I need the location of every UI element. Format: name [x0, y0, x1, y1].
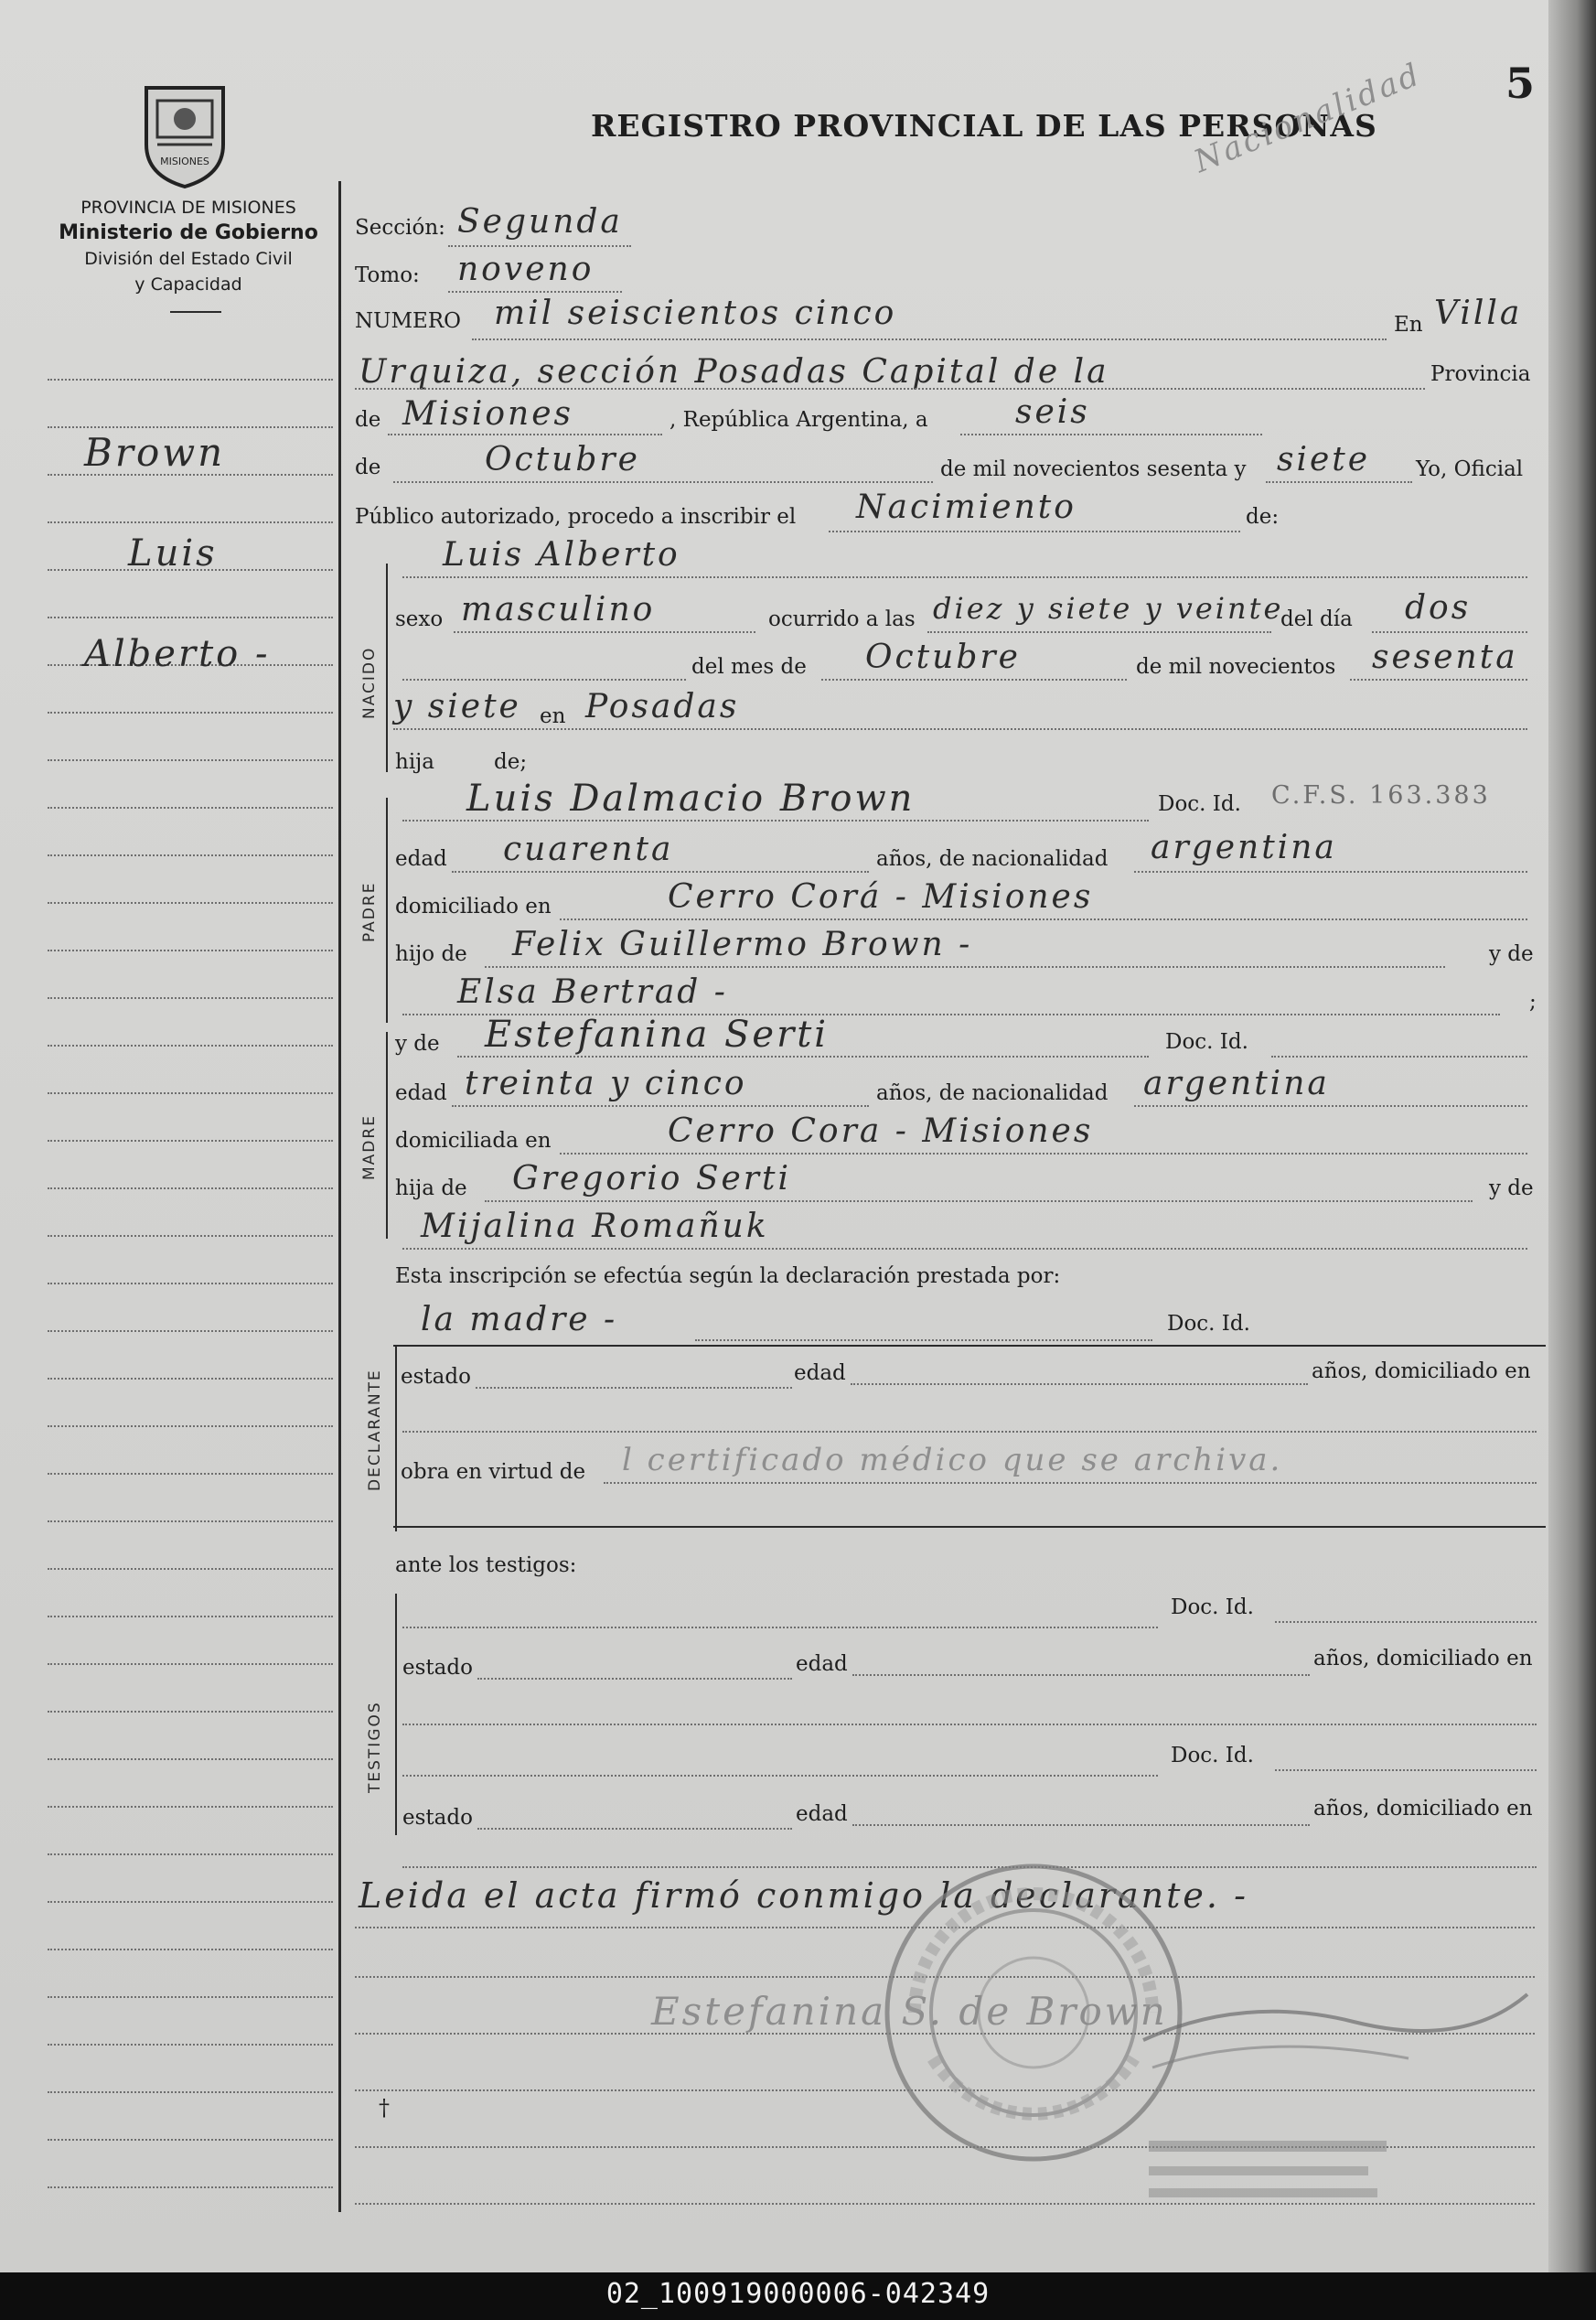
padre-nombre: Luis Dalmacio Brown [466, 778, 916, 820]
testigo2-edad-line [852, 1824, 1310, 1826]
tomo-label: Tomo: [355, 263, 420, 287]
page-title: REGISTRO PROVINCIAL DE LAS PERSONAS [591, 108, 1377, 144]
declarante-anos-label: años, domiciliado en [1312, 1359, 1531, 1383]
testigos-bracket [395, 1594, 397, 1835]
testigo2-doc-label: Doc. Id. [1171, 1744, 1254, 1767]
testigo2-nombre-line [402, 1775, 1158, 1777]
padre-nacionalidad-value: argentina [1151, 829, 1337, 866]
margin-given-name-2: Alberto - [84, 633, 271, 675]
padre-de-madre-value: Gregorio Serti [512, 1160, 791, 1198]
margin-rule-line [48, 1949, 333, 1950]
madre-nacionalidad-line [1134, 1105, 1527, 1107]
nacido-anio-value-2: y siete [393, 688, 521, 725]
page-edge-shadow [1548, 0, 1596, 2272]
declarante-section-label: DECLARANTE [366, 1369, 384, 1491]
annotation-nacionalidad: Nacionalidad [1189, 56, 1427, 181]
margin-vertical-line [338, 181, 341, 2212]
padre-edad-value: cuarenta [503, 831, 674, 868]
padre-edad-line [452, 871, 869, 873]
acto-line [829, 531, 1240, 532]
hija-label: hija [395, 750, 435, 774]
madre-domicilio-line [560, 1153, 1527, 1155]
seccion-label: Sección: [355, 216, 445, 240]
padre-domicilio-value: Cerro Corá - Misiones [668, 878, 1094, 916]
madre-de-padre-value: Elsa Bertrad - [457, 973, 728, 1011]
tomo-value: noveno [457, 251, 594, 288]
scan-identifier: 02_100919000006-042349 [605, 2278, 991, 2310]
padre-domicilio-label: domiciliado en [395, 895, 552, 918]
declarante-doc-label: Doc. Id. [1167, 1312, 1250, 1336]
provincia-line [388, 434, 662, 435]
margin-rule-line [48, 2044, 333, 2046]
tomo-line [448, 291, 622, 293]
margin-rule-line [48, 1996, 333, 1998]
madre-anos-label: años, de nacionalidad [876, 1081, 1109, 1105]
obra-line [604, 1482, 1537, 1484]
testigo1-anos-label: años, domiciliado en [1313, 1647, 1533, 1670]
de-colon-label: de: [1246, 505, 1280, 529]
testigo2-anos-label: años, domiciliado en [1313, 1797, 1533, 1821]
declarante-edad-label: edad [794, 1361, 846, 1385]
margin-rule-line [48, 1045, 333, 1047]
hora-value: diez y siete y veinte [933, 591, 1284, 626]
anio-value: siete [1277, 441, 1371, 478]
province-seal-icon [137, 81, 232, 190]
publico-label: Público autorizado, procedo a inscribir el [355, 505, 797, 529]
declarante-divider [393, 1345, 1546, 1347]
margin-rule-line [48, 379, 333, 381]
padre-y-de-label: y de [1489, 942, 1534, 966]
margin-rule-line [48, 902, 333, 904]
de-label-2: de [355, 456, 381, 479]
madre-hija-label: hija de [395, 1176, 467, 1200]
madre-doc-label: Doc. Id. [1165, 1030, 1248, 1054]
margin-rule-line [48, 1711, 333, 1713]
yo-oficial-label: Yo, Oficial [1416, 457, 1524, 481]
declarante-nombre-line [695, 1339, 1152, 1341]
margin-rule-line [48, 1092, 333, 1094]
anio-line [1266, 481, 1412, 483]
place-line: Urquiza, sección Posadas Capital de la [359, 353, 1109, 391]
nacido-mes-value: Octubre [865, 639, 1021, 676]
nacido-dia-value: dos [1405, 589, 1472, 627]
nacido-dia-line [1372, 631, 1527, 633]
margin-rule-line [48, 2186, 333, 2188]
padre-doc-label: Doc. Id. [1158, 792, 1241, 816]
leida-acta-text: Leida el acta firmó conmigo la declarante. - [359, 1875, 1248, 1916]
madre-y-de-label-2: y de [1489, 1176, 1534, 1200]
blank-line [402, 679, 686, 681]
declarante-estado-line [476, 1387, 792, 1389]
numero-line [472, 338, 1387, 340]
official-signature-stamp-icon [1134, 1958, 1537, 2232]
provincia-value: Misiones [402, 395, 574, 433]
padre-doc-value: C.F.S. 163.383 [1271, 781, 1491, 810]
declarante-nombre: la madre - [421, 1301, 618, 1338]
nacido-anio-value: sesenta [1372, 639, 1518, 676]
testigos-section-label: TESTIGOS [366, 1701, 384, 1793]
madre-nombre-line [457, 1056, 1149, 1058]
madre-doc-line [1271, 1056, 1527, 1058]
margin-rule-line [48, 617, 333, 618]
margin-given-name-1: Luis [128, 532, 218, 575]
padre-bracket [386, 798, 388, 1023]
margin-rule-line [48, 1520, 333, 1522]
madre-nacionalidad-value: argentina [1143, 1065, 1330, 1102]
testigo2-doc-line [1275, 1769, 1537, 1771]
padre-section-label: PADRE [360, 881, 379, 942]
margin-rule-line [48, 1283, 333, 1284]
margin-rule-line [48, 1235, 333, 1237]
declarante-bracket [395, 1345, 397, 1531]
nacido-section-label: NACIDO [360, 646, 379, 719]
del-dia-label: del día [1280, 607, 1353, 631]
testigos-intro: ante los testigos: [395, 1553, 577, 1577]
hija-de-label: de; [494, 750, 528, 774]
republica-label: , República Argentina, a [669, 408, 928, 432]
nacido-nombre: Luis Alberto [443, 536, 680, 574]
margin-rule-line [48, 950, 333, 951]
testigo1-nombre-line [402, 1627, 1158, 1628]
testigo1-edad-line [852, 1674, 1310, 1676]
madre-edad-value: treinta y cinco [465, 1065, 747, 1102]
del-mes-label: del mes de [691, 655, 807, 679]
mil-label: de mil novecientos sesenta y [940, 457, 1247, 481]
place-underline [355, 388, 1425, 390]
madre-y-de-label: y de [395, 1032, 440, 1056]
margin-rule-line [48, 1616, 333, 1617]
margin-rule-line [48, 1473, 333, 1475]
padre-edad-label: edad [395, 847, 447, 871]
padre-nombre-line [402, 820, 1149, 822]
madre-de-madre-line [402, 1248, 1527, 1250]
padre-de-padre-value: Felix Guillermo Brown - [512, 926, 973, 963]
margin-rule-line [48, 521, 333, 523]
declarante-domicilio-line [402, 1431, 1537, 1433]
testigo1-estado-label: estado [402, 1656, 473, 1680]
margin-rule-line [48, 1901, 333, 1903]
declarante-estado-label: estado [401, 1365, 471, 1389]
margin-rule-line [48, 712, 333, 714]
margin-rule-line [48, 2091, 333, 2093]
mil-novecientos-label: de mil novecientos [1136, 655, 1336, 679]
madre-edad-line [452, 1105, 869, 1107]
en-value: Villa [1434, 295, 1523, 332]
madre-domicilio-label: domiciliada en [395, 1129, 552, 1153]
testigo2-estado-label: estado [402, 1806, 473, 1830]
ministry-name: Ministerio de Gobierno [59, 221, 318, 244]
testigo2-estado-line [477, 1828, 792, 1830]
margin-rule-line [48, 1425, 333, 1427]
margin-surname: Brown [84, 430, 226, 475]
padre-de-madre-line [485, 1200, 1473, 1202]
declarante-edad-line [851, 1383, 1308, 1385]
province-name: PROVINCIA DE MISIONES [80, 198, 296, 218]
nacido-nombre-line [402, 576, 1527, 578]
padre-anos-label: años, de nacionalidad [876, 847, 1109, 871]
margin-rule-line [48, 997, 333, 999]
testigo1-doc-line [1275, 1621, 1537, 1623]
numero-value: mil seiscientos cinco [494, 295, 897, 332]
acto-value: Nacimiento [856, 489, 1076, 526]
nacido-mes-line [821, 679, 1127, 681]
margin-rule-line [48, 1853, 333, 1855]
padre-hijo-label: hijo de [395, 942, 467, 966]
en-label: En [1394, 313, 1423, 337]
seal-text: MISIONES [160, 156, 209, 167]
testigo2-edad-label: edad [796, 1802, 848, 1826]
margin-rule-line [48, 1806, 333, 1808]
madre-nombre: Estefanina Serti [485, 1014, 830, 1056]
testigo1-domicilio-line [402, 1724, 1537, 1725]
obra-label: obra en virtud de [401, 1460, 586, 1484]
declarante-intro: Esta inscripción se efectúa según la declaración prestada por: [395, 1264, 1061, 1288]
margin-rule-line [48, 807, 333, 809]
padre-domicilio-line [560, 918, 1527, 920]
sexo-value: masculino [461, 591, 656, 628]
mes-line [393, 481, 933, 483]
hora-line [927, 631, 1271, 633]
lugar-value: Posadas [585, 688, 740, 725]
margin-rule-line [48, 426, 333, 428]
testigo1-doc-label: Doc. Id. [1171, 1595, 1254, 1619]
ocurrido-label: ocurrido a las [768, 607, 916, 631]
padre-nacionalidad-line [1134, 871, 1527, 873]
madre-de-madre-value: Mijalina Romañuk [421, 1208, 769, 1245]
madre-edad-label: edad [395, 1081, 447, 1105]
declarante-signature: Estefanina S. de Brown [651, 1989, 1168, 2034]
margin-rule-line [48, 1378, 333, 1380]
dia-value: seis [1015, 393, 1090, 431]
madre-section-label: MADRE [360, 1114, 379, 1180]
padre-de-padre-line [485, 966, 1445, 968]
numero-label: NUMERO [355, 309, 462, 333]
margin-rule-line [48, 1663, 333, 1665]
de-label: de [355, 408, 381, 432]
testigo1-estado-line [477, 1678, 792, 1680]
lugar-line [393, 728, 1527, 730]
seccion-value: Segunda [457, 203, 623, 241]
obra-value: l certificado médico que se archiva. [622, 1442, 1283, 1478]
dia-line [960, 434, 1262, 435]
testigo1-edad-label: edad [796, 1652, 848, 1676]
mes-value: Octubre [485, 441, 640, 478]
madre-bracket [386, 1032, 388, 1239]
madre-domicilio-value: Cerro Cora - Misiones [668, 1112, 1094, 1150]
en-lugar-label: en [540, 704, 566, 728]
margin-rule-line [48, 1140, 333, 1142]
provincia-label: Provincia [1430, 362, 1531, 386]
margin-rule-line [48, 1330, 333, 1332]
division-name-cont: y Capacidad [134, 274, 242, 295]
nacido-anio-line [1350, 679, 1527, 681]
margin-rule-line [48, 1187, 333, 1189]
dagger-mark: † [379, 2095, 390, 2121]
sexo-line [454, 631, 755, 633]
margin-rule-line [48, 759, 333, 761]
division-name: División del Estado Civil [84, 249, 293, 269]
margin-rule-line [48, 1568, 333, 1570]
declarante-bottom-divider [393, 1526, 1546, 1528]
margin-rule-line [48, 2139, 333, 2141]
padre-semicolon: ; [1529, 990, 1537, 1014]
header-divider [170, 311, 221, 313]
margin-rule-line [48, 854, 333, 856]
page-number: 5 [1505, 59, 1536, 108]
margin-rule-line [48, 1758, 333, 1760]
seccion-line [448, 245, 631, 247]
sexo-label: sexo [395, 607, 444, 631]
nacido-bracket [386, 564, 388, 772]
